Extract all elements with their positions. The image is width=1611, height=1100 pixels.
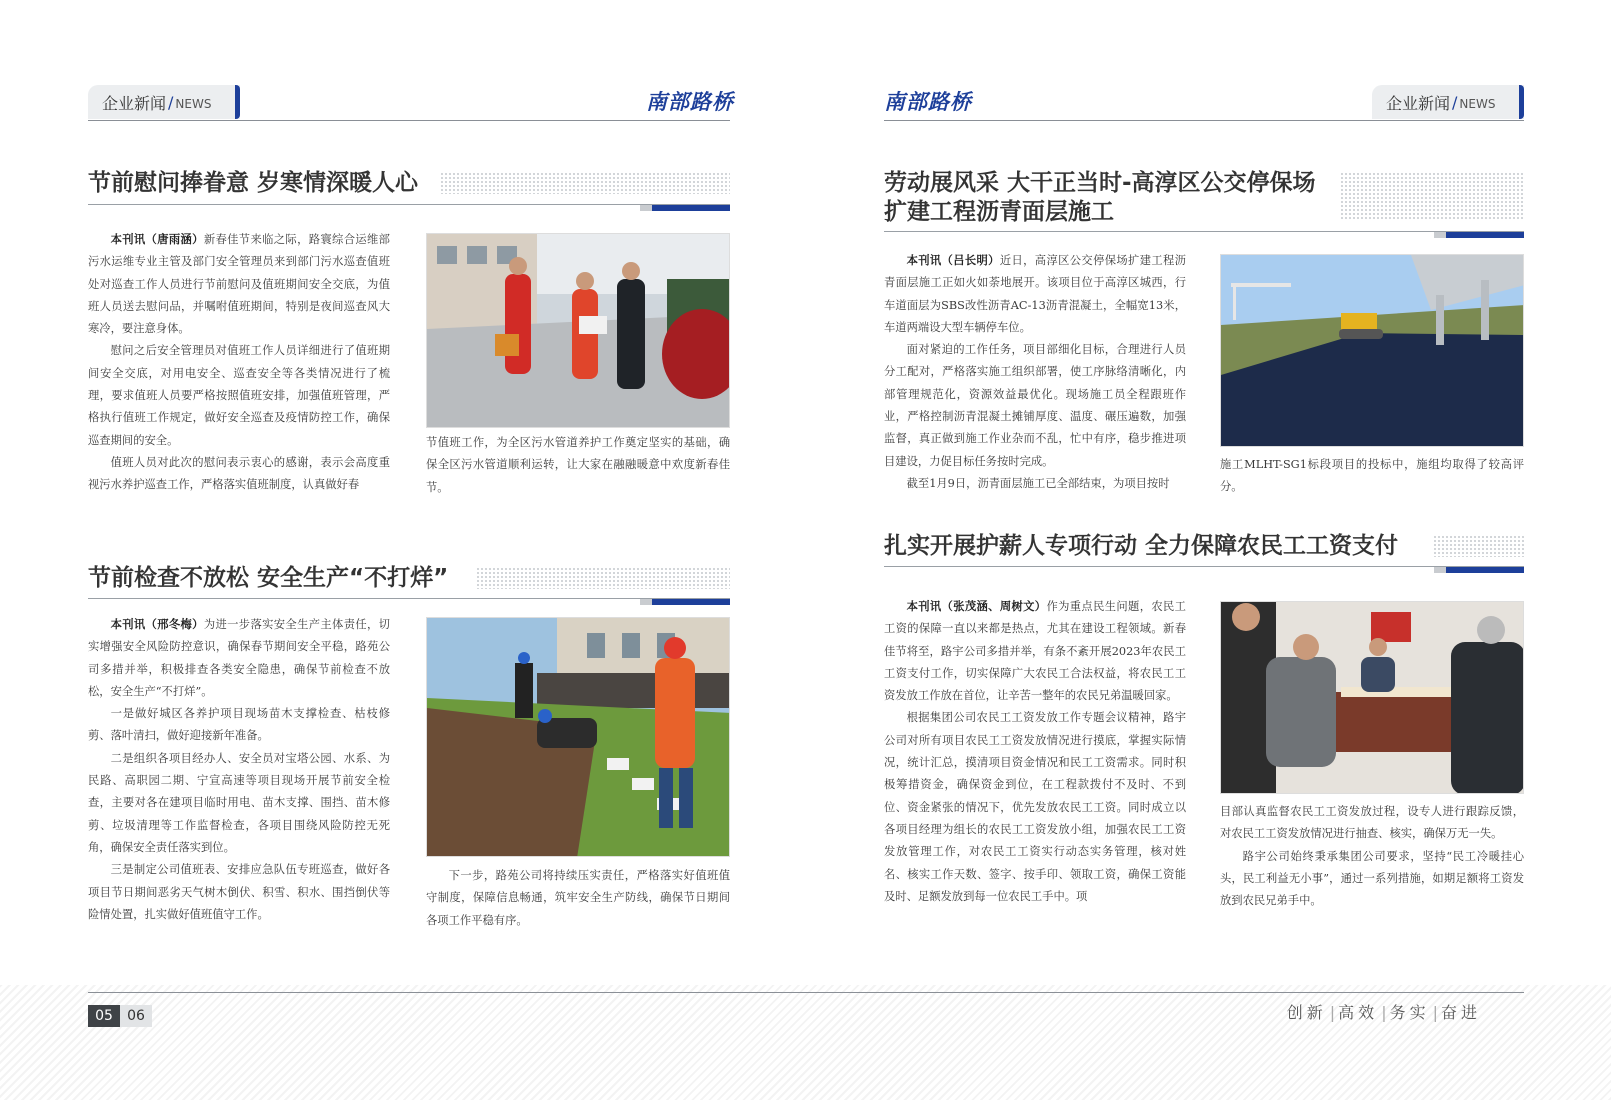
title-rule-gray-accent <box>1434 232 1446 238</box>
section-label: 企业新闻 <box>102 93 167 113</box>
title-dot-pattern <box>1340 172 1524 220</box>
caption-text: 下一步，路苑公司将持续压实责任，严格落实好值班值守制度，保障信息畅通，筑牢安全生产防线，确保节日期间各项工作平稳有序。 <box>426 869 730 927</box>
title-rule-blue-accent <box>1446 232 1524 238</box>
article-body <box>88 613 390 926</box>
caption-text: 施工MLHT-SG1标段项目的投标中，施组均取得了较高评分。 <box>1220 458 1524 494</box>
photo-asphalt-paving <box>1220 254 1524 447</box>
slogan-word: 高效 <box>1338 1003 1379 1022</box>
photo-tree-inspection <box>426 617 730 857</box>
article-byline: 本刊讯（邢冬梅） <box>110 617 204 631</box>
footer-rule <box>88 992 1524 993</box>
title-dot-pattern <box>476 567 730 589</box>
article-title: 节前检查不放松 安全生产“不打烊” <box>88 565 449 591</box>
section-label: 企业新闻 <box>1386 93 1451 113</box>
news-section-tab-left <box>88 85 240 119</box>
caption-text: 路宇公司始终秉承集团公司要求，坚持“民工冷暖挂心头，民工利益无小事”，通过一系列措施，如期足额将工资发放到农民兄弟手中。 <box>1220 849 1524 908</box>
article-paragraph: 本刊讯（唐雨涵）新春佳节来临之际，路寰综合运维部污水运维专业主管及部门安全管理员来到部门污水巡查值班处对巡查工作人员进行节前慰问及值班期间安全交底，为值班人员送去慰问品，并嘱咐值班期间，特别是夜间巡查风大寒冷，要注意身体。 <box>88 232 390 336</box>
page-number-left: 05 <box>88 1005 120 1027</box>
title-dot-pattern <box>1433 535 1524 557</box>
article-title-line2: 扩建工程沥青面层施工 <box>884 199 1114 225</box>
article-paragraph: 本刊讯（邢冬梅）为进一步落实安全生产主体责任，切实增强安全风险防控意识，确保春节期间安全平稳，路苑公司多措并举，积极排查各类安全隐患，确保节前检查不放松，安全生产“不打烊”。 <box>88 617 390 698</box>
article-title-line1: 劳动展风采 大干正当时-高淳区公交停保场 <box>884 170 1316 196</box>
title-dot-pattern <box>440 172 730 194</box>
caption-text: 节值班工作，为全区污水管道养护工作奠定坚实的基础，确保全区污水管道顺利运转，让大家在融融暖意中欢度新春佳节。 <box>426 436 730 494</box>
brand-logo-left: 南部路桥 <box>646 89 734 114</box>
photo-caption <box>426 865 730 932</box>
header-rule-right <box>884 120 1524 121</box>
section-slash: / <box>1452 92 1458 112</box>
section-label-en: NEWS <box>175 96 212 111</box>
article-body <box>884 595 1186 908</box>
title-rule-gray-accent <box>1434 567 1446 573</box>
article-title: 节前慰问捧眷意 岁寒情深暖人心 <box>88 170 419 196</box>
slogan-word: 创新 <box>1286 1003 1327 1022</box>
article-paragraph: 面对紧迫的工作任务，项目部细化目标，合理进行人员分工配对，严格落实施工组织部署，使工序脉络清晰化，内部管理规范化，资源效益最优化。现场施工员全程跟班作业，严格控制沥青混凝土摊铺厚度、温度、碾压遍数，加强监督，真正做到施工作业杂而不乱，忙中有序，稳步推进项目建设，力促目标任务按时完成。 <box>884 343 1186 468</box>
article-paragraph: 本刊讯（吕长明）近日，高淳区公交停保场扩建工程沥青面层施工正如火如荼地展开。该项目位于高淳区城西，行车道面层为SBS改性沥青AC-13沥青混凝土，全幅宽13米，车道两端设大型车辆停车位。 <box>884 253 1186 334</box>
photo-caption <box>1220 801 1524 912</box>
tab-accent-bar <box>1519 85 1524 119</box>
article-paragraph: 三是制定公司值班表、安排应急队伍专班巡查，做好各项目节日期间恶劣天气树木倒伏、积雪、积水、围挡倒伏等险情处置，扎实做好值班值守工作。 <box>88 863 390 921</box>
section-label-en: NEWS <box>1459 96 1496 111</box>
article-paragraph: 二是组织各项目经办人、安全员对宝塔公园、水系、为民路、高职园二期、宁宣高速等项目现场开展节前安全检查，主要对各在建项目临时用电、苗木支撑、围挡、苗木修剪、垃圾清理等工作监督检查，各项目围绕风险防控无死角，确保安全责任落实到位。 <box>88 751 390 854</box>
photo-greeting-workers <box>426 233 730 428</box>
footer-slogan: 创新 | 高效 | 务实 | 奋进 <box>1286 1003 1481 1022</box>
title-rule-blue-accent <box>652 599 730 605</box>
article-body <box>884 249 1186 495</box>
article-byline: 本刊讯（唐雨涵） <box>110 232 204 246</box>
article-body <box>88 228 390 497</box>
title-rule-blue-accent <box>652 205 730 211</box>
article-title: 扎实开展护薪人专项行动 全力保障农民工工资支付 <box>884 533 1399 559</box>
title-rule <box>884 566 1524 567</box>
article-byline: 本刊讯（张茂涵、周树文） <box>906 599 1047 613</box>
article-paragraph: 一是做好城区各养护项目现场苗木支撑检查、枯枝修剪、落叶清扫，做好迎接新年准备。 <box>88 707 390 743</box>
photo-caption <box>426 432 730 499</box>
article-paragraph: 值班人员对此次的慰问表示衷心的感谢，表示会高度重视污水养护巡查工作，严格落实值班制度，认真做好春 <box>88 455 390 492</box>
title-rule-blue-accent <box>1446 567 1524 573</box>
page-number-right: 06 <box>120 1005 152 1027</box>
news-section-tab-right <box>1372 85 1524 119</box>
header-rule-left <box>88 120 730 121</box>
brand-logo-right: 南部路桥 <box>884 89 972 114</box>
title-rule <box>884 231 1524 232</box>
article-paragraph: 慰问之后安全管理员对值班工作人员详细进行了值班期间安全交底，对用电安全、巡查安全等各类情况进行了梳理，要求值班人员要严格按照值班安排，加强值班管理，严格执行值班工作规定，做好安全巡查及疫情防控工作，确保巡查期间的安全。 <box>88 344 390 447</box>
slogan-word: 奋进 <box>1440 1003 1481 1022</box>
title-rule <box>88 204 730 205</box>
caption-text: 目部认真监督农民工工资发放过程，设专人进行跟踪反馈，对农民工工资发放情况进行抽查、核实，确保万无一失。 <box>1220 805 1524 841</box>
article-paragraph: 本刊讯（张茂涵、周树文）作为重点民生问题，农民工工资的保障一直以来都是热点，尤其在建设工程领域。新春佳节将至，路宇公司多措并举，有条不紊开展2023年农民工工资支付工作，切实保障广大农民工合法权益，将农民工工资发放工作放在首位，让辛苦一整年的农民兄弟温暖回家。 <box>884 599 1186 703</box>
section-slash: / <box>168 92 174 112</box>
article-byline: 本刊讯（吕长明） <box>906 253 1000 267</box>
photo-caption <box>1220 454 1524 499</box>
title-rule-gray-accent <box>640 205 652 211</box>
slogan-word: 务实 <box>1389 1003 1430 1022</box>
title-rule-gray-accent <box>640 599 652 605</box>
article-paragraph: 截至1月9日，沥青面层施工已全部结束，为项目按时 <box>906 476 1170 490</box>
photo-wage-payment <box>1220 601 1524 794</box>
article-paragraph: 根据集团公司农民工工资发放工作专题会议精神，路宇公司对所有项目农民工工资发放情况进行摸底，掌握实际情况，统计汇总，摸清项目资金情况和民工工资需求。同时积极筹措资金，确保资金到位，在工程款拨付不及时、不到位、资金紧张的情况下，优先发放农民工工资。同时成立以各项目经理为组长的农民工工资发放小组，加强农民工工资发放管理工作，对农民工工资实行动态实务管理，核对姓名、核实工作天数、签字、按手印、领取工资，确保工资能及时、足额发放到每一位农民工手中。项 <box>884 711 1186 903</box>
tab-accent-bar <box>235 85 240 119</box>
title-rule <box>88 598 730 599</box>
